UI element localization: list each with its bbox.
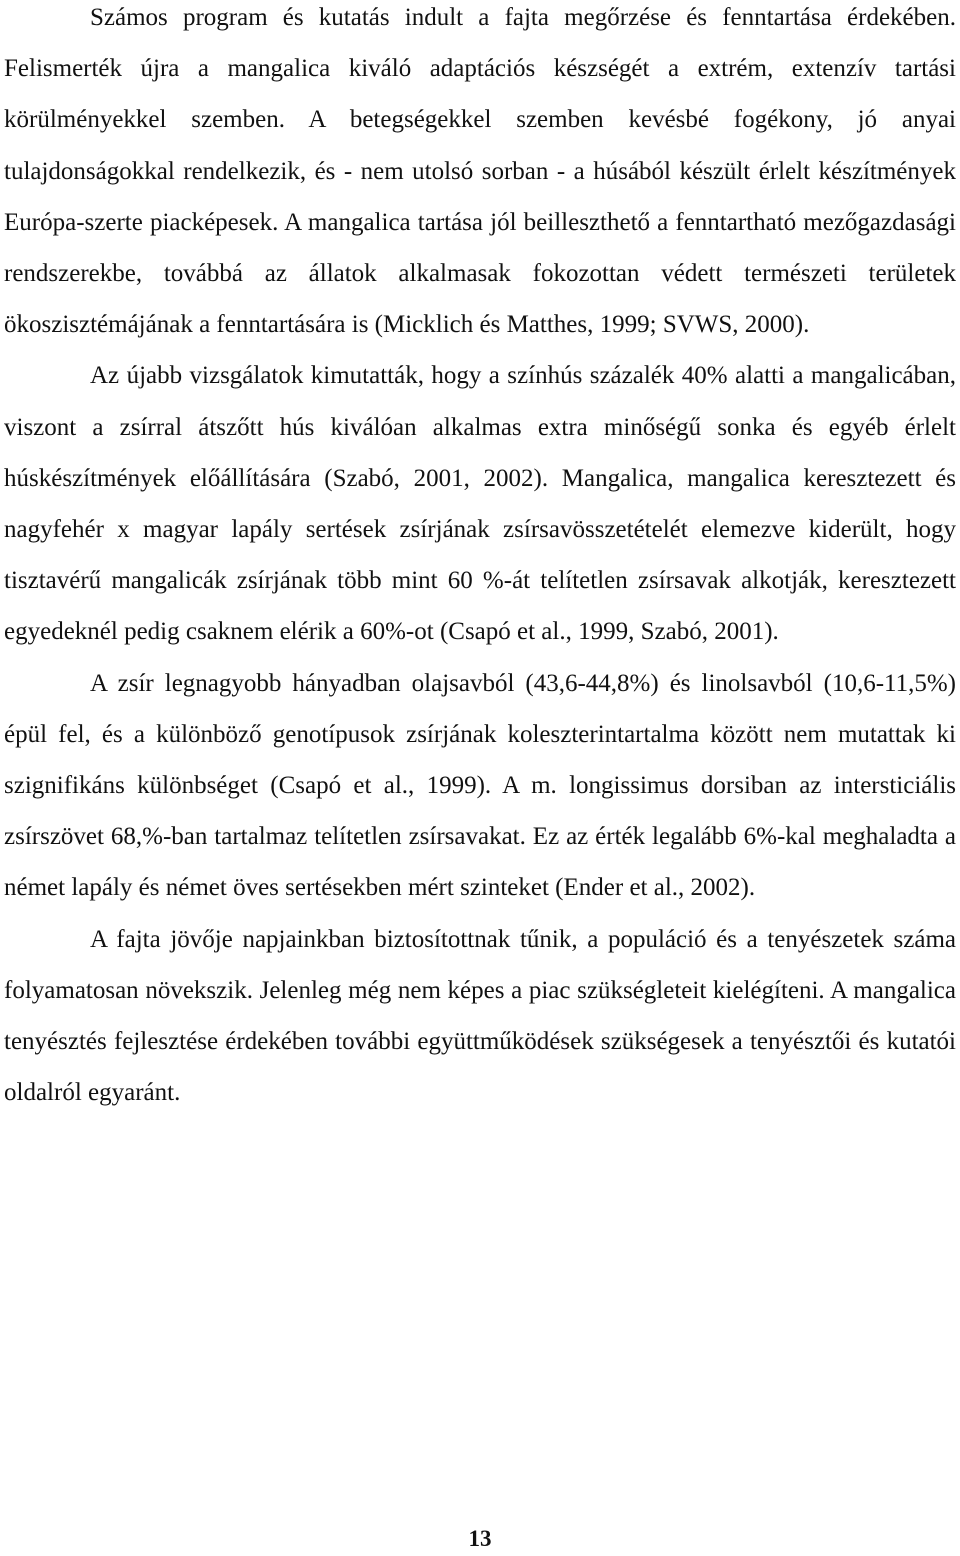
- body-text: [4, 0, 956, 1118]
- paragraph-meat-quality: Az újabb vizsgálatok kimutatták, hogy a színhús százalék 40% alatti a mangalicában, viszont a zsírral átszőtt hús kiválóan alkalmas extra minőségű sonka és egyéb érlelt húskészítmények előállítására (Szabó, 2001, 2002). Mangalica, mangalica keresztezett és nagyfehér x magyar lapály sertések zsírjának zsírsavösszetételét elemezve kiderült, hogy tisztavérű mangalicák zsírjának több mint 60 %-át telítetlen zsírsavak alkotják, keresztezett egyedeknél pedig csaknem elérik a 60%-ot (Csapó et al., 1999, Szabó, 2001).: [4, 362, 956, 646]
- paragraph-preservation-programs: Számos program és kutatás indult a fajta megőrzése és fenntartása érdekében. Felismerték újra a mangalica kiváló adaptációs készségét a extrém, extenzív tartási körülményekkel szemben. A betegségekkel szemben kevésbé fogékony, jó anyai tulajdonságokkal rendelkezik, és - nem utolsó sorban - a húsából készült érlelt készítmények Európa-szerte piacképesek. A mangalica tartása jól beilleszthető a fenntartható mezőgazdasági rendszerekbe, továbbá az állatok alkalmasak fokozottan védett természeti területek ökoszisztémájának a fenntartására is (Micklich és Matthes, 1999; SVWS, 2000).: [4, 4, 956, 339]
- paragraph-fatty-acids: A zsír legnagyobb hányadban olajsavból (43,6-44,8%) és linolsavból (10,6-11,5%) épül fel, és a különböző genotípusok zsírjának koleszterintartalma között nem mutattak ki szignifikáns különbséget (Csapó et al., 1999). A m. longissimus dorsiban az intersticiális zsírszövet 68,%-ban tartalmaz telítetlen zsírsavakat. Ez az érték legalább 6%-kal meghaladta a német lapály és német öves sertésekben mért szinteket (Ender et al., 2002).: [4, 669, 956, 902]
- paragraph-breed-future: A fajta jövője napjainkban biztosítottnak tűnik, a populáció és a tenyészetek száma folyamatosan növekszik. Jelenleg még nem képes a piac szükségleteit kielégíteni. A mangalica tenyésztés fejlesztése érdekében további együttműködések szükségesek a tenyésztői és kutatói oldalról egyaránt.: [4, 925, 956, 1107]
- page-number: 13: [468, 1526, 492, 1551]
